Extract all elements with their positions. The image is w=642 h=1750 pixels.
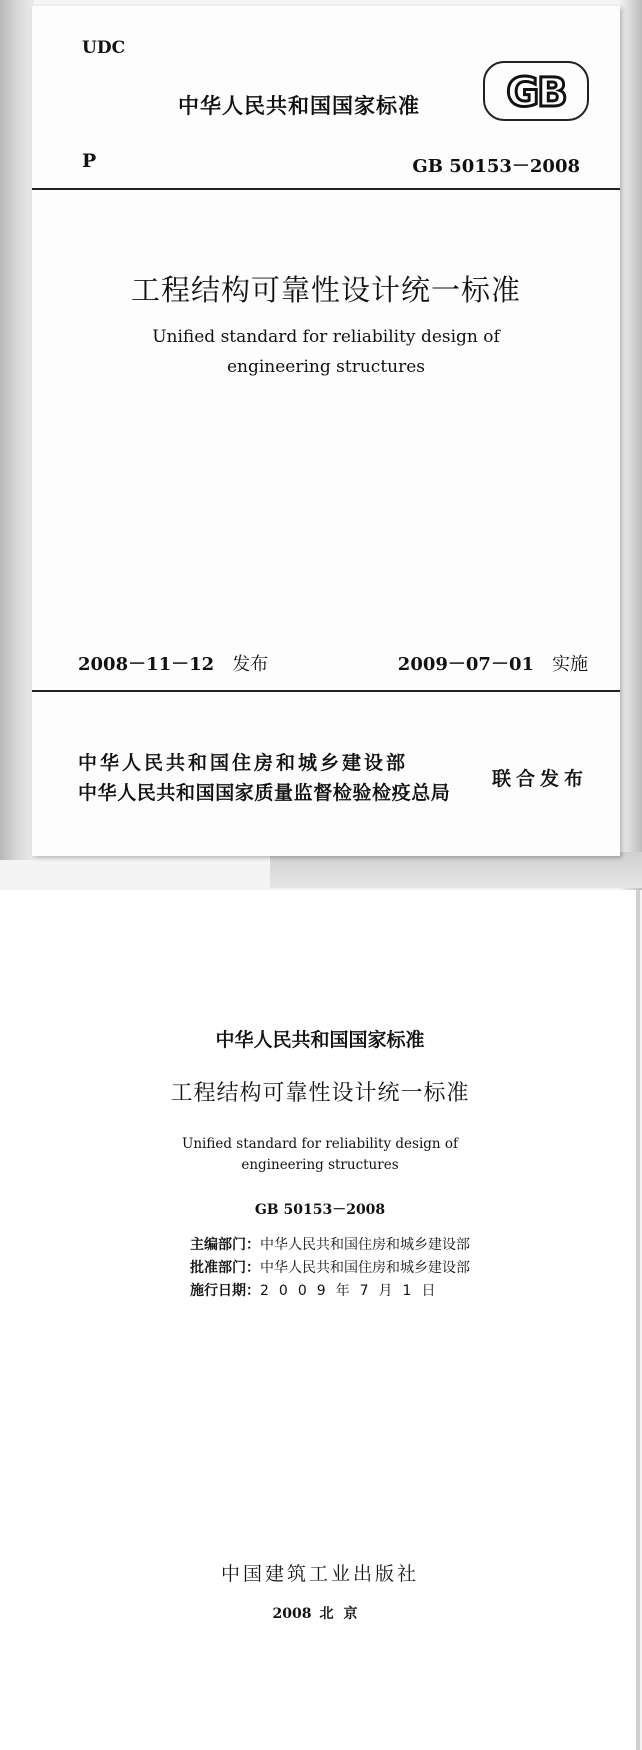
title-page	[0, 890, 640, 1750]
imprint-year: 2008	[272, 1606, 312, 1622]
meta-value: 2009年7月1日	[260, 1283, 446, 1299]
title-english	[32, 322, 620, 382]
udc-label: UDC	[82, 38, 126, 58]
cover-page	[32, 6, 620, 856]
tp-title-english-line1: Unified standard for reliability design of	[181, 1136, 459, 1152]
publisher-name: 中国建筑工业出版社	[220, 1563, 419, 1585]
meta-block	[190, 1234, 470, 1303]
title-english-line1: Unified standard for reliability design of	[152, 327, 500, 347]
issue-label: 发布	[232, 654, 269, 675]
imprint	[0, 1603, 640, 1623]
category-label: P	[82, 150, 97, 172]
meta-key: 主编部门：	[190, 1237, 260, 1253]
issue-date: 2008－11－12	[78, 654, 215, 675]
tp-title-english	[0, 1134, 640, 1176]
issuer-ministry: 中华人民共和国住房和城乡建设部	[78, 752, 409, 774]
imprint-city: 北京	[319, 1606, 368, 1622]
scan-shadow-right	[620, 0, 642, 890]
effective-label: 实施	[552, 654, 588, 675]
joint-release-label: 联合发布	[492, 768, 589, 790]
meta-value: 中华人民共和国住房和城乡建设部	[260, 1260, 470, 1276]
tp-title-english-line2: engineering structures	[241, 1157, 399, 1173]
meta-value: 中华人民共和国住房和城乡建设部	[260, 1237, 470, 1253]
title-chinese: 工程结构可靠性设计统一标准	[130, 273, 521, 307]
meta-key: 批准部门：	[190, 1260, 260, 1276]
meta-row-chief-editor	[190, 1234, 470, 1257]
issue-date-group	[78, 650, 268, 676]
tp-standard-number: GB 50153－2008	[254, 1202, 386, 1218]
meta-row-approver	[190, 1257, 470, 1280]
divider-top	[32, 188, 620, 190]
title-english-line2: engineering structures	[226, 357, 426, 377]
tp-national-standard: 中华人民共和国国家标准	[215, 1029, 425, 1051]
gb-logo	[481, 56, 591, 126]
scan-shadow-bottom	[270, 852, 642, 888]
meta-row-effective-date	[190, 1280, 470, 1303]
scan-shadow-left	[0, 0, 34, 860]
issuer-aqsiq: 中华人民共和国国家质量监督检验检疫总局	[78, 782, 451, 804]
standard-number: GB 50153－2008	[412, 156, 580, 177]
effective-date-group	[398, 650, 588, 676]
gb-logo-text: GB	[506, 70, 566, 116]
divider-bottom	[32, 690, 620, 692]
national-standard-heading: 中华人民共和国国家标准	[178, 94, 420, 118]
tp-title-chinese: 工程结构可靠性设计统一标准	[170, 1081, 470, 1106]
meta-key: 施行日期：	[190, 1283, 260, 1299]
effective-date: 2009－07－01	[397, 654, 534, 675]
